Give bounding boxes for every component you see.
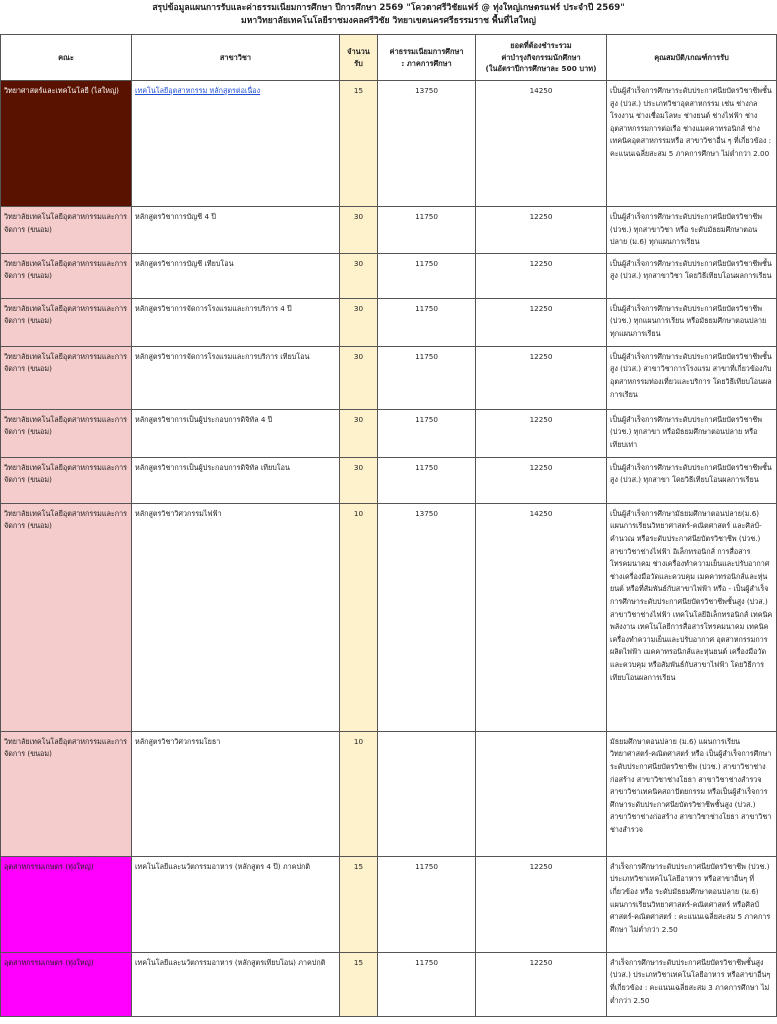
fee-cell: 11750 [378,207,476,254]
header-row [1,35,777,81]
header-faculty: คณะ [1,35,132,81]
table-row [1,856,777,952]
program-cell: เทคโนโลยีและนวัตกรรมอาหาร (หลักสูตร 4 ปี) ภาคปกติ [132,856,340,952]
faculty-cell: วิทยาลัยเทคโนโลยีอุตสาหกรรมและการจัดการ (ขนอม) [1,409,132,457]
table-row [1,731,777,856]
table-row [1,207,777,254]
table-row [1,81,777,207]
table-row [1,503,777,731]
seats-cell: 15 [340,81,378,207]
fee-cell: 11750 [378,253,476,298]
qualification-cell: เป็นผู้สำเร็จการศึกษาระดับประกาศนียบัตรวิชาชีพชั้นสูง (ปวส.) สาขาวิชาการโรงแรม สาขาที่เกี่ยวข้องกับอุตสาหกรรมท่องเที่ยวและบริการ โดยวิธีเทียบโอนผลการเรียน [607,346,777,409]
fee-cell: 13750 [378,503,476,731]
header-seats: จำนวนรับ [340,35,378,81]
qualification-cell: สำเร็จการศึกษาระดับประกาศนียบัตรวิชาชีพชั้นสูง (ปวส.) ประเภทวิชาเทคโนโลยีอาหาร หรือสาขาอื่นๆ ที่เกี่ยวข้อง : คะแนนเฉลี่ยสะสม 3 ภาคการศึกษา ไม่ต่ำกว่า 2.50 [607,952,777,1016]
total-cell: 14250 [476,503,607,731]
seats-cell: 15 [340,856,378,952]
seats-cell: 10 [340,731,378,856]
seats-cell: 30 [340,253,378,298]
total-cell: 12250 [476,298,607,346]
faculty-cell: วิทยาลัยเทคโนโลยีอุตสาหกรรมและการจัดการ (ขนอม) [1,346,132,409]
faculty-cell: วิทยาลัยเทคโนโลยีอุตสาหกรรมและการจัดการ (ขนอม) [1,298,132,346]
title-line-1: สรุปข้อมูลแผนการรับและค่าธรรมเนียมการศึกษา ปีการศึกษา 2569 "โควตาศรีวิชัยแฟร์ @ ทุ่งใหญ่เกษตรแฟร์ ประจำปี 2569" [152,3,625,13]
header-total-line-1: ยอดที่ต้องชำระรวม [510,41,572,51]
program-cell: หลักสูตรวิชาวิศวกรรมโยธา [132,731,340,856]
program-cell: หลักสูตรวิชาการเป็นผู้ประกอบการดิจิทัล เทียบโอน [132,457,340,503]
program-cell: เทคโนโลยีและนวัตกรรมอาหาร (หลักสูตรเทียบโอน) ภาคปกติ [132,952,340,1016]
header-fee [378,35,476,81]
seats-cell: 30 [340,457,378,503]
program-cell: หลักสูตรวิชาการจัดการโรงแรมและการบริการ 4 ปี [132,298,340,346]
total-cell: 12250 [476,346,607,409]
faculty-cell: วิทยาลัยเทคโนโลยีอุตสาหกรรมและการจัดการ (ขนอม) [1,207,132,254]
header-total [476,35,607,81]
total-cell: 12250 [476,207,607,254]
qualification-cell: เป็นผู้สำเร็จการศึกษาระดับประกาศนียบัตรวิชาชีพชั้นสูง (ปวส.) ประเภทวิชาอุตสาหกรรม เช่น ช่างกลโรงงาน ช่างเชื่อมโลหะ ช่างยนต์ ช่างไฟฟ้า ช่างอุตสาหกรรมการต่อเรือ ช่างแมคคาทรอนิกส์ ช่างเทคนิคอุตสาหกรรมหรือ สาขาวิชาอื่น ๆ ที่เกี่ยวข้อง : คะแนนเฉลี่ยสะสม 5 ภาคการศึกษา ไม่ต่ำกว่า 2.00 [607,81,777,207]
total-cell: 12250 [476,457,607,503]
seats-cell: 30 [340,207,378,254]
table-row [1,253,777,298]
fee-cell: 13750 [378,81,476,207]
seats-cell: 10 [340,503,378,731]
fee-cell [378,731,476,856]
faculty-cell: วิทยาลัยเทคโนโลยีอุตสาหกรรมและการจัดการ (ขนอม) [1,253,132,298]
program-cell: หลักสูตรวิชาการบัญชี เทียบโอน [132,253,340,298]
fee-cell: 11750 [378,409,476,457]
program-link[interactable]: เทคโนโลยีอุตสาหกรรม หลักสูตรต่อเนื่อง [135,86,261,95]
fee-cell: 11750 [378,856,476,952]
qualification-cell: เป็นผู้สำเร็จการศึกษาระดับประกาศนียบัตรวิชาชีพ (ปวช.) ทุกสาขาวิชา หรือ ระดับมัธยมศึกษาตอนปลาย (ม.6) ทุกแผนการเรียน [607,207,777,254]
seats-cell: 30 [340,298,378,346]
program-cell: หลักสูตรวิชาการเป็นผู้ประกอบการดิจิทัล 4 ปี [132,409,340,457]
faculty-cell: อุตสาหกรรมเกษตร (ทุ่งใหญ่) [1,856,132,952]
total-cell: 12250 [476,952,607,1016]
qualification-cell: สำเร็จการศึกษาระดับประกาศนียบัตรวิชาชีพ (ปวช.) ประเภทวิชาเทคโนโลยีอาหาร หรือสาขาอื่นๆ ที่เกี่ยวข้อง หรือ ระดับมัธยมศึกษาตอนปลาย (ม.6) แผนการเรียนวิทยาศาสตร์-คณิตศาสตร์ หรือศิลป์ศาสตร์-คณิตศาสตร์ : คะแนนเฉลี่ยสะสม 5 ภาคการศึกษา ไม่ต่ำกว่า 2.50 [607,856,777,952]
qualification-cell: เป็นผู้สำเร็จการศึกษามัธยมศึกษาตอนปลาย(ม.6) แผนการเรียนวิทยาศาสตร์-คณิตศาสตร์ และศิลป์-คำนวณ หรือระดับประกาศนียบัตรวิชาชีพ (ปวช.) สาขาวิชาช่างไฟฟ้า อิเล็กทรอนิกส์ การสื่อสารโทรคมนาคม ช่างเครื่องทำความเย็นและปรับอากาศ ช่างเครื่องมือวัดและควบคุม เมคคาทรอนิกส์และหุ่นยนต์ หรือที่สัมพันธ์กับสาขาไฟฟ้า หรือ - เป็นผู้สำเร็จการศึกษาระดับประกาศนียบัตรวิชาชีพชั้นสูง (ปวส.) สาขาวิชาช่างไฟฟ้า เทคโนโลยีอิเล็กทรอนิกส์ เทคนิคพลังงาน เทคโนโลยีการสื่อสารโทรคมนาคม เทคนิคเครื่องทำความเย็นและปรับอากาศ อุตสาหกรรมการผลิตไฟฟ้า เมคคาทรอนิกส์และหุ่นยนต์ เครื่องมือวัดและควบคุม หรือสัมพันธ์กับสาขาไฟฟ้า โดยวิธีการเทียบโอนผลการเรียน [607,503,777,731]
table-row [1,346,777,409]
total-cell: 12250 [476,856,607,952]
qualification-cell: เป็นผู้สำเร็จการศึกษาระดับประกาศนียบัตรวิชาชีพชั้นสูง (ปวส.) ทุกสาขา โดยวิธีเทียบโอนผลการเรียน [607,457,777,503]
faculty-cell: วิทยาศาสตร์และเทคโนโลยี (ไสใหญ่) [1,81,132,207]
faculty-cell: วิทยาลัยเทคโนโลยีอุตสาหกรรมและการจัดการ (ขนอม) [1,503,132,731]
program-cell: หลักสูตรวิชาการจัดการโรงแรมและการบริการ เทียบโอน [132,346,340,409]
program-cell: หลักสูตรวิชาการบัญชี 4 ปี [132,207,340,254]
fee-cell: 11750 [378,952,476,1016]
header-qualification: คุณสมบัติ/เกณฑ์การรับ [607,35,777,81]
qualification-cell: เป็นผู้สำเร็จการศึกษาระดับประกาศนียบัตรวิชาชีพ (ปวช.) ทุกแผนการเรียน หรือมัธยมศึกษาตอนปลาย ทุกแผนการเรียน [607,298,777,346]
fee-cell: 11750 [378,346,476,409]
total-cell: 12250 [476,253,607,298]
faculty-cell: อุตสาหกรรมเกษตร (ทุ่งใหญ่) [1,952,132,1016]
qualification-cell: เป็นผู้สำเร็จการศึกษาระดับประกาศนียบัตรวิชาชีพชั้นสูง (ปวส.) ทุกสาขาวิชา โดยวิธีเทียบโอนผลการเรียน [607,253,777,298]
program-cell: หลักสูตรวิชาวิศวกรรมไฟฟ้า [132,503,340,731]
header-total-line-3: (ในอัตราปีการศึกษาละ 500 บาท) [485,64,597,74]
header-program: สาขาวิชา [132,35,340,81]
table-row [1,409,777,457]
seats-cell: 15 [340,952,378,1016]
qualification-cell: มัธยมศึกษาตอนปลาย (ม.6) แผนการเรียนวิทยาศาสตร์-คณิตศาสตร์ หรือ เป็นผู้สำเร็จการศึกษาระดับประกาศนียบัตรวิชาชีพ (ปวช.) สาขาวิชาช่างก่อสร้าง สาขาวิชาช่างโยธา สาขาวิชาช่างสำรวจ สาขาวิชาเทคนิคสถาปัตยกรรม หรือเป็นผู้สำเร็จการศึกษาระดับประกาศนียบัตรวิชาชีพชั้นสูง (ปวส.) สาขาวิชาช่างก่อสร้าง สาขาวิชาช่างโยธา สาขาวิชาช่างสำรวจ [607,731,777,856]
total-cell [476,731,607,856]
header-fee-line-2: : ภาคการศึกษา [401,58,452,68]
table-row [1,457,777,503]
qualification-cell: เป็นผู้สำเร็จการศึกษาระดับประกาศนียบัตรวิชาชีพ (ปวช.) ทุกสาขา หรือมัธยมศึกษาตอนปลาย หรือเทียบเท่า [607,409,777,457]
header-fee-line-1: ค่าธรรมเนียมการศึกษา [389,47,464,56]
faculty-cell: วิทยาลัยเทคโนโลยีอุตสาหกรรมและการจัดการ (ขนอม) [1,457,132,503]
header-total-line-2: ค่าบำรุงกิจกรรมนักศึกษา [501,52,581,62]
table-row [1,298,777,346]
seats-cell: 30 [340,409,378,457]
faculty-cell: วิทยาลัยเทคโนโลยีอุตสาหกรรมและการจัดการ (ขนอม) [1,731,132,856]
total-cell: 14250 [476,81,607,207]
title-line-2: มหาวิทยาลัยเทคโนโลยีราชมงคลศรีวิชัย วิทยาเขตนครศรีธรรมราช พื้นที่ไสใหญ่ [241,15,536,26]
admission-table [0,34,777,1017]
fee-cell: 11750 [378,298,476,346]
program-cell [132,81,340,207]
table-row [1,952,777,1016]
fee-cell: 11750 [378,457,476,503]
document-title [0,0,777,34]
total-cell: 12250 [476,409,607,457]
seats-cell: 30 [340,346,378,409]
